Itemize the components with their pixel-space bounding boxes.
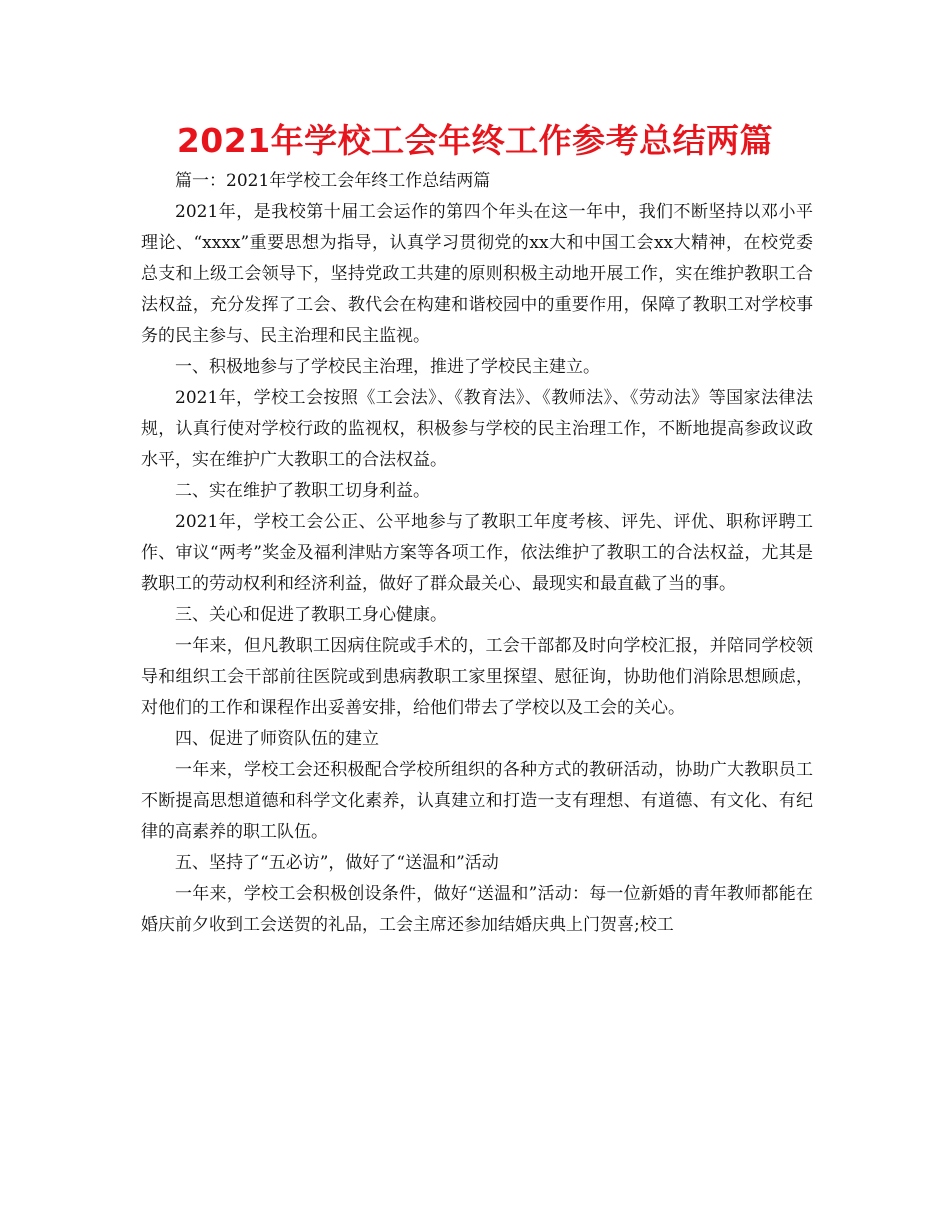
- section-heading: 一、积极地参与了学校民主治理，推进了学校民主建立。: [175, 357, 600, 377]
- section-heading: 二、实在维护了教职工切身利益。: [175, 481, 430, 501]
- body-paragraph: 2021年，学校工会公正、公平地参与了教职工年度考核、评先、评优、职称评聘工作、审议“两考”奖金及福利津贴方案等各项工作，依法维护了教职工的合法权益，尤其是教职工的劳动权利和经济利益，做好了群众最关心、最现实和最直截了当的事。: [141, 512, 813, 594]
- document-body: [141, 166, 813, 941]
- body-paragraph: 一年来，但凡教职工因病住院或手术的，工会干部都及时向学校汇报，并陪同学校领导和组织工会干部前往医院或到患病教职工家里探望、慰征询，协助他们消除思想顾虑，对他们的工作和课程作出妥善安排，给他们带去了学校以及工会的关心。: [141, 636, 813, 718]
- section-heading: 篇一：2021年学校工会年终工作总结两篇: [175, 171, 491, 191]
- body-paragraph: 一年来，学校工会积极创设条件，做好“送温和”活动：每一位新婚的青年教师都能在婚庆前夕收到工会送贺的礼品，工会主席还参加结婚庆典上门贺喜;校工: [141, 884, 813, 935]
- body-paragraph: 一年来，学校工会还积极配合学校所组织的各种方式的教研活动，协助广大教职员工不断提高思想道德和科学文化素养，认真建立和打造一支有理想、有道德、有文化、有纪律的高素养的职工队伍。: [141, 760, 813, 842]
- section-heading: 三、关心和促进了教职工身心健康。: [175, 605, 447, 625]
- document-title: 2021年学校工会年终工作参考总结两篇: [176, 121, 774, 160]
- section-heading: 五、坚持了“五必访”，做好了“送温和”活动: [175, 853, 499, 873]
- body-paragraph: 2021年，是我校第十届工会运作的第四个年头在这一年中，我们不断坚持以邓小平理论、“xxxx”重要思想为指导，认真学习贯彻党的xx大和中国工会xx大精神，在校党委总支和上级工会领导下，坚持党政工共建的原则积极主动地开展工作，实在维护教职工合法权益，充分发挥了工会、教代会在构建和谐校园中的重要作用，保障了教职工对学校事务的民主参与、民主治理和民主监视。: [141, 202, 813, 346]
- body-paragraph: 2021年，学校工会按照《工会法》、《教育法》、《教师法》、《劳动法》等国家法律法规，认真行使对学校行政的监视权，积极参与学校的民主治理工作，不断地提高参政议政水平，实在维护广大教职工的合法权益。: [141, 388, 813, 470]
- section-heading: 四、促进了师资队伍的建立: [175, 729, 379, 749]
